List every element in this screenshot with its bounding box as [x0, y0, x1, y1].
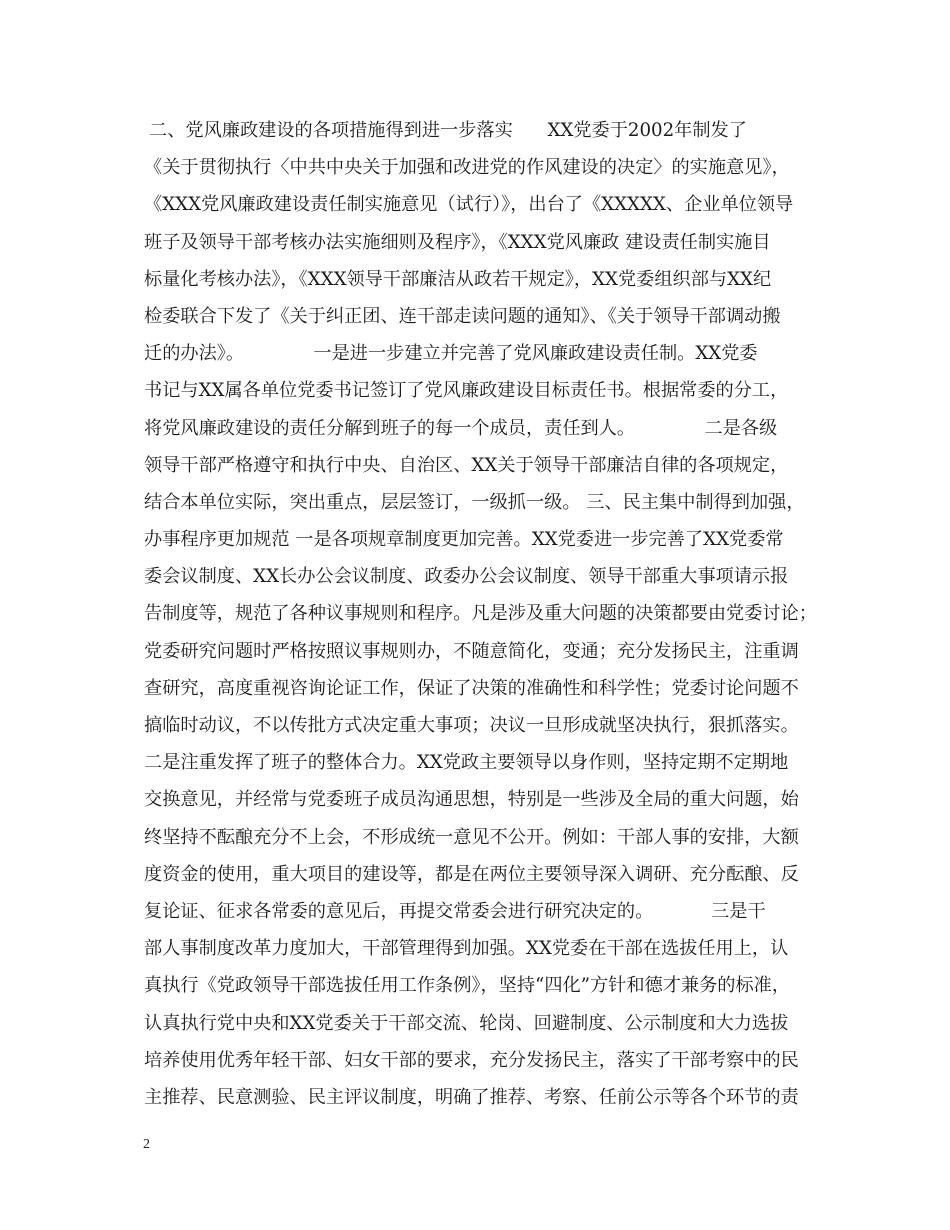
- text-line: 二是注重发挥了班子的整体合力。XX党政主要领导以身作则，坚持定期不定期地: [144, 752, 789, 774]
- body-text: [144, 112, 820, 1116]
- text-line: 委会议制度、XX长办公会议制度、政委办公会议制度、领导干部重大事项请示报: [144, 566, 789, 588]
- text-line: 搞临时动议，不以传批方式决定重大事项；决议一旦形成就坚决执行，狠抓落实。: [144, 715, 799, 736]
- text-line: 党委研究问题时严格按照议事规则办，不随意简化，变通；充分发扬民主，注重调: [144, 640, 799, 662]
- text-line: 办事程序更加规范 一是各项规章制度更加完善。XX党委进一步完善了XX党委常: [144, 529, 784, 551]
- text-line: 迁的办法》。 一是进一步建立并完善了党风廉政建设责任制。XX党委: [144, 343, 758, 365]
- text-line: 度资金的使用，重大项目的建设等，都是在两位主要领导深入调研、充分酝酿、反: [144, 863, 799, 885]
- page-number: 2: [143, 1137, 150, 1152]
- text-line: 部人事制度改革力度加大，干部管理得到加强。XX党委在干部在选拔任用上，认: [144, 938, 789, 960]
- text-line: 标量化考核办法》，《XXX领导干部廉洁从政若干规定》，XX党委组织部与XX纪: [144, 268, 772, 290]
- text-line: 复论证、征求各常委的意见后，再提交常委会进行研究决定的。 三是干: [144, 900, 766, 922]
- text-line: 书记与XX属各单位党委书记签订了党风廉政建设目标责任书。根据常委的分工，: [144, 380, 789, 402]
- text-line: 培养使用优秀年轻干部、妇女干部的要求，充分发扬民主，落实了干部考察中的民: [144, 1049, 799, 1071]
- text-line: 检委联合下发了《关于纠正团、连干部走读问题的通知》、《关于领导干部调动搬: [144, 305, 781, 327]
- text-line: 认真执行党中央和XX党委关于干部交流、轮岗、回避制度、公示制度和大力选拔: [144, 1012, 789, 1034]
- text-line: 《关于贯彻执行〈中共中央关于加强和改进党的作风建设的决定〉的实施意见》，: [144, 157, 790, 179]
- text-line: 《XXX党风廉政建设责任制实施意见（试行）》，出台了《XXXXX、企业单位领导: [144, 194, 794, 216]
- text-line: 查研究，高度重视咨询论证工作，保证了决策的准确性和科学性；党委讨论问题不: [144, 677, 799, 699]
- text-line: 将党风廉政建设的责任分解到班子的每一个成员，责任到人。 二是各级: [144, 417, 778, 439]
- text-line: 班子及领导干部考核办法实施细则及程序》，《XXX党风廉政 建设责任制实施目: [144, 231, 771, 253]
- text-line: 领导干部严格遵守和执行中央、自治区、XX关于领导干部廉洁自律的各项规定，: [144, 454, 789, 476]
- text-line: 终坚持不酝酿充分不上会，不形成统一意见不公开。例如：干部人事的安排，大额: [144, 826, 799, 848]
- text-line: 交换意见，并经常与党委班子成员沟通思想，特别是一些涉及全局的重大问题，始: [144, 789, 799, 811]
- text-line: 主推荐、民意测验、民主评议制度，明确了推荐、考察、任前公示等各个环节的责: [144, 1086, 799, 1108]
- text-line: 二、党风廉政建设的各项措施得到进一步落实 XX党委于2002年制发了: [149, 120, 747, 141]
- text-line: 真执行《党政领导干部选拔任用工作条例》，坚持“四化”方针和德才兼务的标准，: [144, 975, 791, 997]
- text-line: 告制度等，规范了各种议事规则和程序。凡是涉及重大问题的决策都要由党委讨论；: [144, 603, 817, 625]
- text-line: 结合本单位实际，突出重点，层层签订，一级抓一级。 三、民主集中制得到加强，: [144, 491, 805, 513]
